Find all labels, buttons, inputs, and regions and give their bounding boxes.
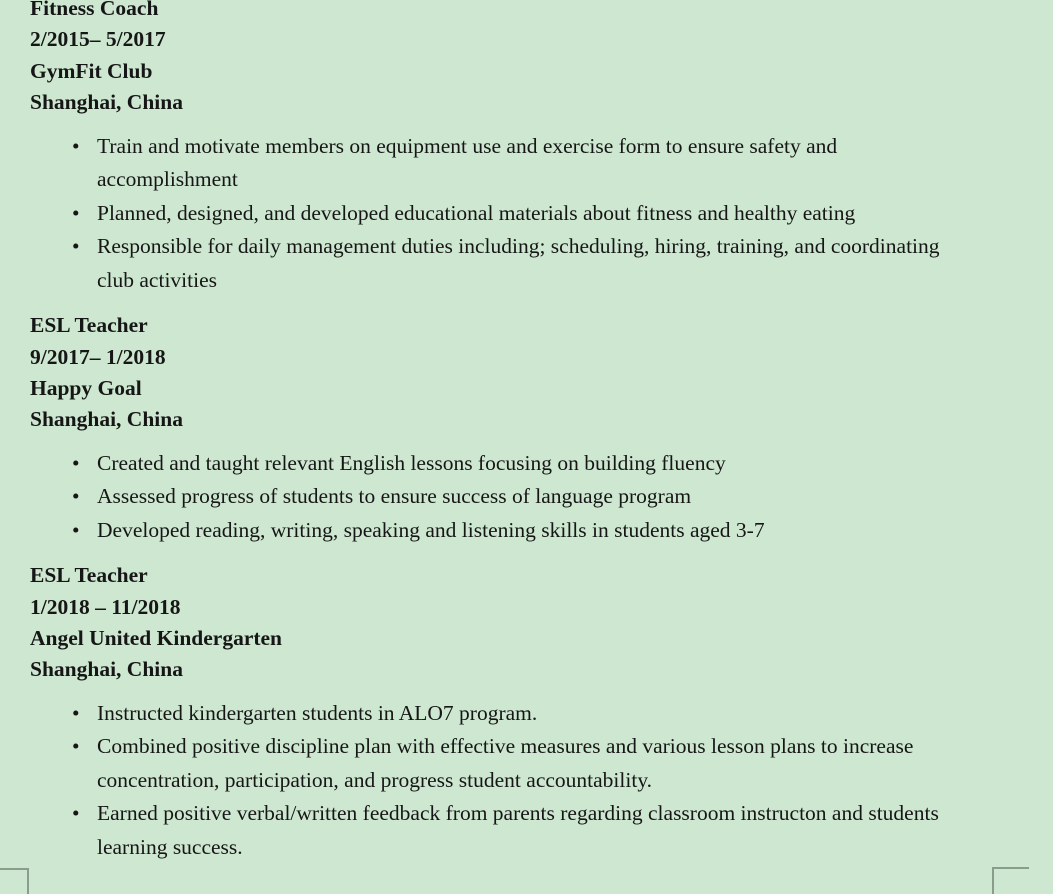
- job-company: Happy Goal: [30, 375, 142, 400]
- job-location: Shanghai, China: [30, 407, 183, 432]
- duty-item: • Planned, designed, and developed educational materials about fitness and healthy eating: [72, 197, 963, 231]
- job-title: ESL Teacher: [30, 313, 148, 338]
- experience-sections: [30, 0, 963, 864]
- job-duties-list: [30, 130, 963, 298]
- job-company: Angel United Kindergarten: [30, 626, 283, 651]
- bottom-right-margin-crop-mark: [992, 867, 1029, 894]
- job-title: Fitness Coach: [30, 0, 159, 20]
- experience-section: [30, 0, 963, 297]
- job-dates: 1/2018 – 11/2018: [30, 594, 181, 619]
- document-page: [30, 0, 963, 864]
- job-company: GymFit Club: [30, 58, 153, 83]
- duty-item: • Created and taught relevant English lessons focusing on building fluency: [72, 447, 963, 481]
- duty-item: • Responsible for daily management duties including; scheduling, hiring, training, and coordinating club activities: [72, 230, 963, 297]
- job-location: Shanghai, China: [30, 657, 183, 682]
- job-duties-list: [30, 697, 963, 865]
- duty-item: • Earned positive verbal/written feedback from parents regarding classroom instructon and students learning success.: [72, 797, 963, 864]
- job-location: Shanghai, China: [30, 90, 183, 115]
- job-dates: 2/2015– 5/2017: [30, 27, 166, 52]
- job-dates: 9/2017– 1/2018: [30, 344, 166, 369]
- experience-section: [30, 310, 963, 547]
- job-duties-list: [30, 447, 963, 548]
- duty-item: • Instructed kindergarten students in ALO7 program.: [72, 697, 963, 731]
- duty-item: • Combined positive discipline plan with effective measures and various lesson plans to increase concentration, participation, and progress student accountability.: [72, 730, 963, 797]
- duty-item: • Train and motivate members on equipment use and exercise form to ensure safety and accomplishment: [72, 130, 963, 197]
- experience-section: [30, 560, 963, 864]
- duty-item: • Assessed progress of students to ensure success of language program: [72, 480, 963, 514]
- job-title: ESL Teacher: [30, 563, 148, 588]
- bottom-left-margin-crop-mark: [0, 868, 29, 894]
- duty-item: • Developed reading, writing, speaking and listening skills in students aged 3-7: [72, 514, 963, 548]
